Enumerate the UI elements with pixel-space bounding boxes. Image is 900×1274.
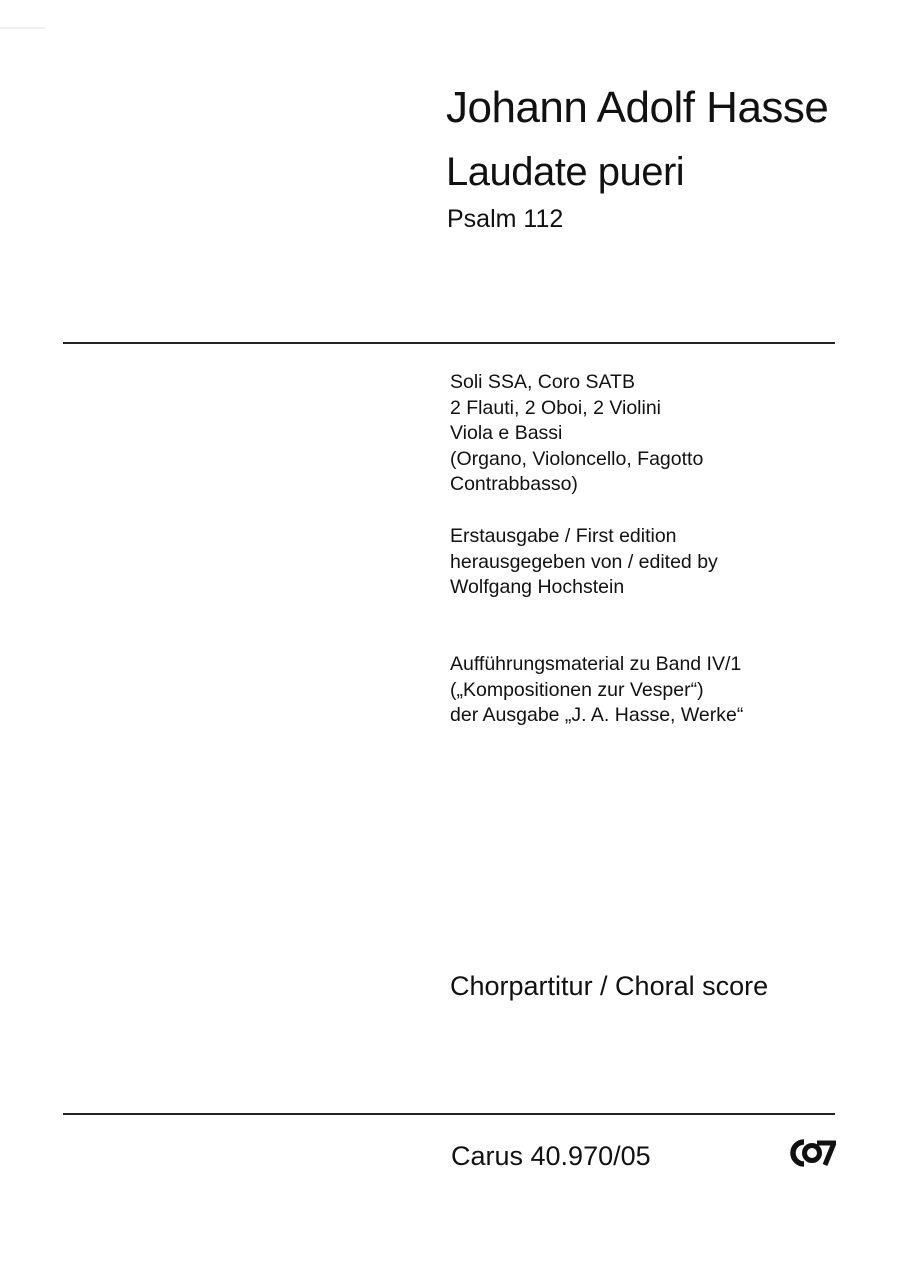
work-title: Laudate pueri	[446, 150, 685, 194]
material-line: („Kompositionen zur Vesper“)	[450, 678, 704, 701]
corner-mark	[0, 27, 45, 29]
scoring-line: 2 Flauti, 2 Oboi, 2 Violini	[450, 396, 662, 419]
material-block	[450, 652, 743, 729]
material-line: Aufführungsmaterial zu Band IV/1	[450, 653, 742, 675]
work-subtitle: Psalm 112	[447, 205, 564, 233]
top-divider	[63, 342, 835, 344]
editor-name: Wolfgang Hochstein	[450, 576, 625, 598]
bottom-divider	[63, 1113, 835, 1115]
scoring-block	[450, 370, 703, 498]
catalog-number: Carus 40.970/05	[451, 1141, 651, 1171]
material-line: der Ausgabe „J. A. Hasse, Werke“	[450, 704, 744, 726]
edition-block	[450, 524, 718, 601]
scoring-line: Viola e Bassi	[450, 422, 563, 444]
scoring-line: Contrabbasso)	[450, 473, 578, 495]
score-type: Chorpartitur / Choral score	[450, 971, 769, 1001]
edition-line: Erstausgabe / First edition	[450, 525, 677, 547]
composer-name: Johann Adolf Hasse	[446, 83, 829, 132]
carus-logo-icon	[788, 1139, 836, 1167]
scoring-line: Soli SSA, Coro SATB	[450, 371, 635, 393]
scoring-line: (Organo, Violoncello, Fagotto	[450, 447, 704, 470]
edition-line: herausgegeben von / edited by	[450, 550, 718, 573]
